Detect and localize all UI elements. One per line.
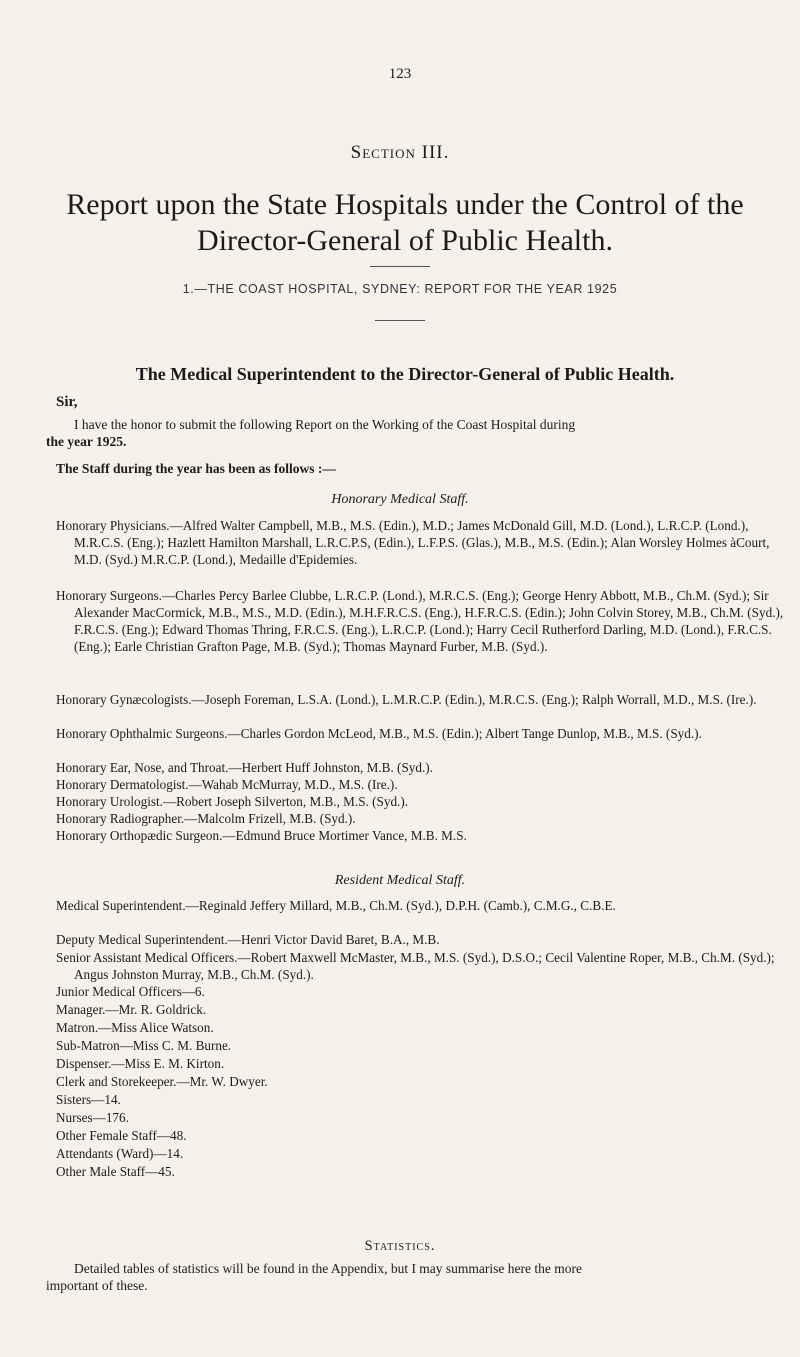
honorary-orthopaedic-surgeon: Honorary Orthopædic Surgeon.—Edmund Bruce Mortimer Vance, M.B. M.S. (56, 828, 467, 843)
sub-matron: Sub-Matron—Miss C. M. Burne. (56, 1038, 232, 1053)
matron: Matron.—Miss Alice Watson. (56, 1020, 214, 1035)
clerk-and-storekeeper: Clerk and Storekeeper.—Mr. W. Dwyer. (56, 1074, 268, 1089)
section-heading: Section III. (350, 142, 450, 163)
attendants-ward: Attendants (Ward)—14. (56, 1146, 184, 1161)
other-male-staff: Other Male Staff—45. (56, 1164, 175, 1179)
report-subtitle: 1.—THE COAST HOSPITAL, SYDNEY: REPORT FOR THE YEAR 1925 (182, 282, 618, 296)
honorary-physicians: Honorary Physicians.—Alfred Walter Campbell, M.B., M.S. (Edin.), M.D.; James McDonald Gill, M.D. (Lond.), L.R.C.P. (Lond.), M.R.C.S. (Eng.); Hazlett Hamilton Marshall, L.R.C.P.S, (Edin.), L.F.P.S. (Glas.), M.B., M.S. (Edin.); Alan Worsley Holmes àCourt, M.D. (Syd.) M.R.C.P. (Lond.), Medaille d'Epidemies. (56, 518, 770, 567)
honorary-gynaecologists: Honorary Gynæcologists.—Joseph Foreman, L.S.A. (Lond.), L.M.R.C.P. (Edin.), M.R.C.S. (Eng.); Ralph Worrall, M.D., M.S. (Ire.). (56, 692, 757, 707)
junior-medical-officers: Junior Medical Officers—6. (56, 984, 205, 999)
sisters: Sisters—14. (56, 1092, 121, 1107)
dispenser: Dispenser.—Miss E. M. Kirton. (56, 1056, 225, 1071)
honorary-radiographer: Honorary Radiographer.—Malcolm Frizell, M.B. (Syd.). (56, 811, 356, 826)
honorary-ophthalmic-surgeons: Honorary Ophthalmic Surgeons.—Charles Gordon McLeod, M.B., M.S. (Edin.); Albert Tange Dunlop, M.B., M.S. (Syd.). (56, 726, 702, 741)
honorary-urologist: Honorary Urologist.—Robert Joseph Silverton, M.B., M.S. (Syd.). (56, 794, 409, 809)
intro-line-2: the year 1925. (46, 434, 127, 449)
statistics-heading: Statistics. (364, 1238, 436, 1254)
medical-superintendent: Medical Superintendent.—Reginald Jeffery Millard, M.B., Ch.M. (Syd.), D.P.H. (Camb.), C.M.G., C.B.E. (56, 898, 616, 913)
subtitle-divider (375, 320, 425, 321)
letter-heading: The Medical Superintendent to the Director-General of Public Health. (135, 364, 675, 384)
manager: Manager.—Mr. R. Goldrick. (56, 1002, 207, 1017)
honorary-surgeons: Honorary Surgeons.—Charles Percy Barlee Clubbe, L.R.C.P. (Lond.), M.R.C.S. (Eng.); George Henry Abbott, M.B., Ch.M. (Syd.); Sir Alexander MacCormick, M.B., M.S., M.D. (Edin.), M.H.F.R.C.S. (Eng.), H.F.R.C.S. (Edin.); John Colvin Storey, M.B., Ch.M. (Syd.), F.R.C.S. (Eng.); Edward Thomas Thring, F.R.C.S. (Eng.), L.R.C.P. (Lond.); Harry Cecil Rutherford Darling, M.D. (Lond.), F.R.C.S. (Eng.); Earle Christian Grafton Page, M.B. (Syd.); Thomas Maynard Furber, M.B. (Syd.). (56, 588, 784, 654)
title-divider (370, 266, 430, 267)
deputy-medical-superintendent: Deputy Medical Superintendent.—Henri Victor David Baret, B.A., M.B. (56, 932, 440, 947)
senior-assistant-medical-officers: Senior Assistant Medical Officers.—Robert Maxwell McMaster, M.B., M.S. (Syd.), D.S.O.; Cecil Valentine Roper, M.B., Ch.M. (Syd.); Angus Johnston Murray, M.B., Ch.M. (Syd.). (56, 950, 775, 982)
statistics-line-2: important of these. (46, 1278, 148, 1293)
honorary-ent: Honorary Ear, Nose, and Throat.—Herbert Huff Johnston, M.B. (Syd.). (56, 760, 433, 775)
report-title: Report upon the State Hospitals under the Control of the Director-General of Public Health. (66, 188, 744, 257)
nurses: Nurses—176. (56, 1110, 129, 1125)
page-number: 123 (388, 66, 412, 82)
staff-intro: The Staff during the year has been as follows :— (56, 461, 336, 476)
statistics-line-1: Detailed tables of statistics will be found in the Appendix, but I may summarise here the more (74, 1261, 583, 1276)
intro-line-1: I have the honor to submit the following Report on the Working of the Coast Hospital during (74, 417, 576, 432)
honorary-dermatologist: Honorary Dermatologist.—Wahab McMurray, M.D., M.S. (Ire.). (56, 777, 398, 792)
resident-staff-heading: Resident Medical Staff. (334, 873, 466, 888)
salutation: Sir, (56, 394, 78, 410)
other-female-staff: Other Female Staff—48. (56, 1128, 187, 1143)
honorary-staff-heading: Honorary Medical Staff. (331, 492, 469, 507)
